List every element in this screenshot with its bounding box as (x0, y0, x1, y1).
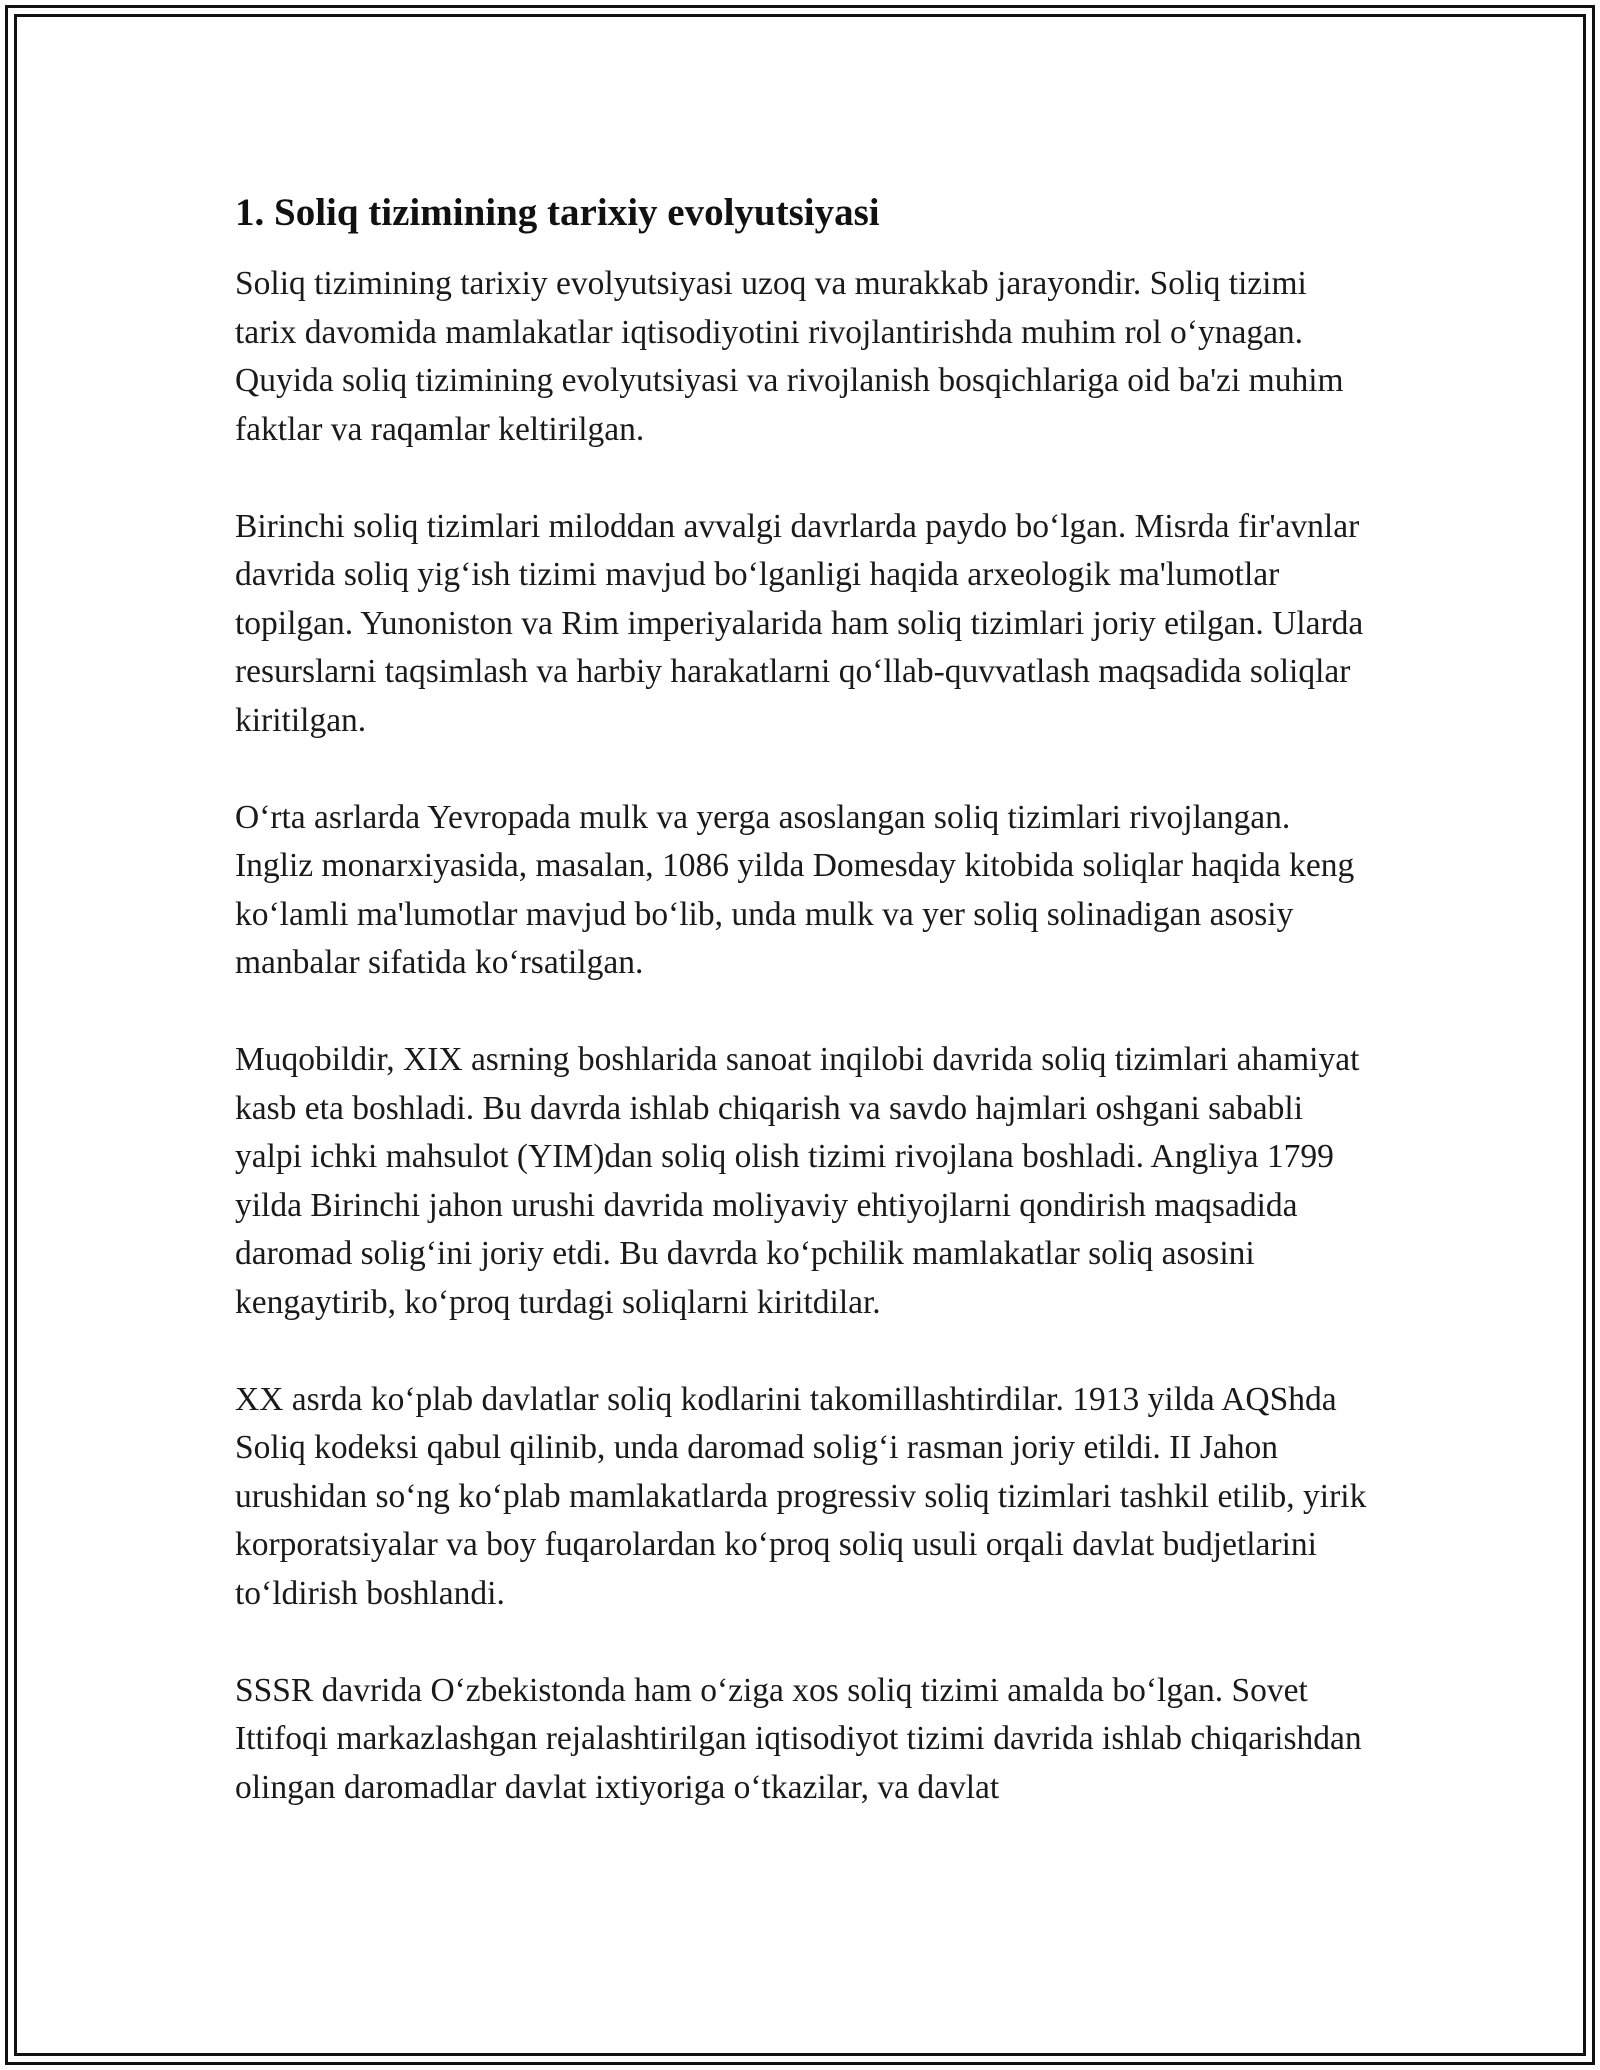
paragraph-intro: Soliq tizimining tarixiy evolyutsiyasi uzoq va murakkab jarayondir. Soliq tizimi tarix davomida mamlakatlar iqtisodiyotini rivojlantirishda muhim rol oʻynagan. Quyida soliq tizimining evolyutsiyasi va rivojlanish bosqichlariga oid ba'zi muhim faktlar va raqamlar keltirilgan. (235, 265, 1344, 448)
paragraph-twentieth-century: XX asrda koʻplab davlatlar soliq kodlarini takomillashtirdilar. 1913 yilda AQShda Soliq kodeksi qabul qilinib, unda daromad soligʻi rasman joriy etildi. II Jahon urushidan soʻng koʻplab mamlakatlarda progressiv soliq tizimlari tashkil etilib, yirik korporatsiyalar va boy fuqarolardan koʻproq soliq usuli orqali davlat budjetlarini toʻldirish boshlandi. (235, 1380, 1367, 1612)
section-heading: 1. Soliq tizimining tarixiy evolyutsiyasi (235, 191, 880, 234)
paragraph-industrial: Muqobildir, XIX asrning boshlarida sanoat inqilobi davrida soliq tizimlari ahamiyat kasb eta boshladi. Bu davrda ishlab chiqarish va savdo hajmlari oshgani sababli yalpi ichki mahsulot (YIM)dan soliq olish tizimi rivojlana boshladi. Angliya 1799 yilda Birinchi jahon urushi davrida moliyaviy ehtiyojlarni qondirish maqsadida daromad soligʻini joriy etdi. Bu davrda koʻpchilik mamlakatlar soliq asosini kengaytirib, koʻproq turdagi soliqlarni kiritdilar. (235, 1041, 1360, 1321)
paragraph-middle-ages: Oʻrta asrlarda Yevropada mulk va yerga asoslangan soliq tizimlari rivojlangan. Ingliz monarxiyasida, masalan, 1086 yilda Domesday kitobida soliqlar haqida keng koʻlamli ma'lumotlar mavjud boʻlib, unda mulk va yer soliq solinadigan asosiy manbalar sifatida koʻrsatilgan. (235, 798, 1355, 981)
document-page (235, 188, 1375, 1861)
paragraph-ancient: Birinchi soliq tizimlari miloddan avvalgi davrlarda paydo boʻlgan. Misrda fir'avnlar davrida soliq yigʻish tizimi mavjud boʻlganligi haqida arxeologik ma'lumotlar topilgan. Yunoniston va Rim imperiyalarida ham soliq tizimlari joriy etilgan. Ularda resurslarni taqsimlash va harbiy harakatlarni qoʻllab-quvvatlash maqsadida soliqlar kiritilgan. (235, 507, 1364, 739)
paragraph-ussr: SSSR davrida Oʻzbekistonda ham oʻziga xos soliq tizimi amalda boʻlgan. Sovet Ittifoqi markazlashgan rejalashtirilgan iqtisodiyot tizimi davrida ishlab chiqarishdan olingan daromadlar davlat ixtiyoriga oʻtkazilar, va davlat (235, 1671, 1362, 1806)
